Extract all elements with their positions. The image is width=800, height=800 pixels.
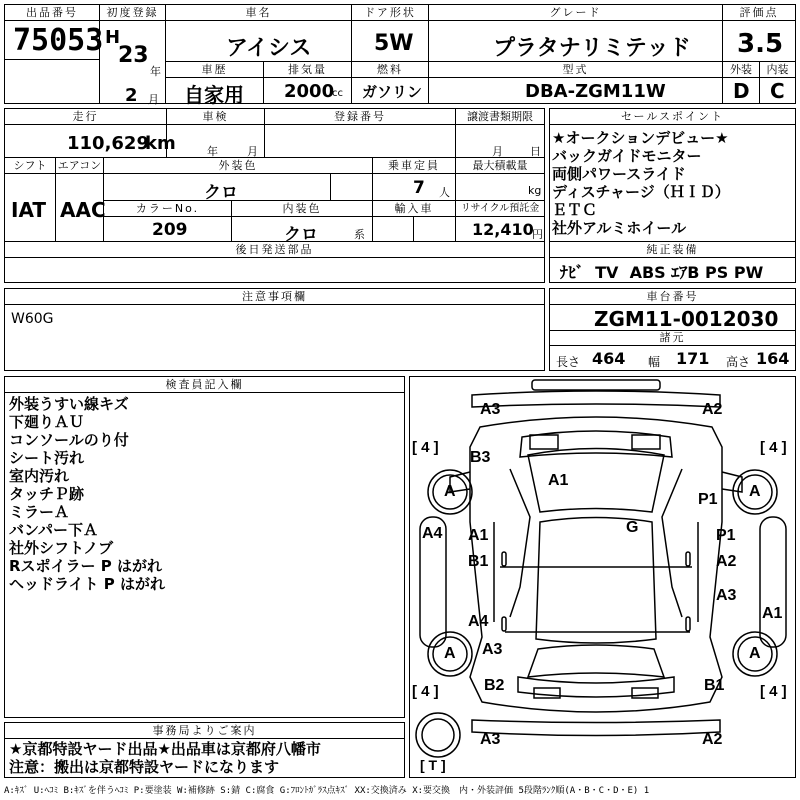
mark-p1-right-door: P1 [716, 527, 736, 544]
width-label: 幅 [648, 355, 661, 369]
grade-label: グレード [429, 6, 722, 21]
office-label: 事務局よりご案内 [5, 724, 404, 739]
displacement-cell [263, 61, 352, 104]
divider [413, 217, 414, 242]
sales-point-item: ディスチャージ（ＨＩＤ） [552, 183, 730, 201]
import-cell [372, 200, 456, 242]
lot-number: 75053 [13, 23, 104, 58]
car-name-label: 車名 [166, 6, 351, 21]
reg-no-label: 登録番号 [265, 110, 455, 125]
displacement: 2000 [284, 81, 335, 102]
office-notes [9, 740, 321, 776]
height: 164 [756, 349, 790, 368]
recycle: 12,410 [472, 220, 534, 239]
spare-tire-label: [ T ] [420, 757, 446, 773]
displacement-label: 排気量 [264, 63, 351, 78]
model: DBA-ZGM11W [525, 81, 666, 102]
mark-front-bumper-right: A2 [702, 401, 723, 418]
mark-front-bumper-left: A3 [480, 401, 501, 418]
first-reg-month: 2 [125, 85, 138, 106]
capacity-cell [372, 157, 456, 201]
first-reg-label: 初度登録 [100, 6, 165, 21]
tire-rl-tread: [ 4 ] [412, 683, 439, 700]
mark-rear-bumper-right: A2 [702, 731, 723, 748]
inspector-note-line: シート汚れ [9, 449, 85, 467]
height-label: 高さ [726, 355, 751, 369]
chassis-cell [549, 288, 796, 371]
car-name: アイシス [226, 36, 312, 61]
equipment-cell [549, 241, 796, 283]
history: 自家用 [184, 83, 244, 107]
office-cell [4, 722, 405, 778]
caution-text: W60G [11, 311, 54, 327]
transfer-cell [455, 108, 545, 158]
inspector-note-line: Rスポイラー P はがれ [9, 557, 162, 575]
lot-number-cell [4, 4, 104, 60]
mark-hood: A1 [548, 472, 569, 489]
interior-score: C [770, 79, 785, 103]
dims-label: 諸元 [550, 330, 795, 346]
car-name-cell [165, 4, 352, 62]
car-diagram-svg [410, 377, 795, 777]
door-label: ドア形状 [352, 6, 428, 21]
exterior-label: 外装 [723, 63, 759, 78]
import-label: 輸入車 [373, 202, 455, 217]
month-unit: 月 [148, 93, 159, 106]
inspector-note-line: コンソールのり付 [9, 431, 129, 449]
door-type: 5W [374, 31, 414, 56]
mark-rear-bumper-left: A3 [480, 731, 501, 748]
interior-label: 内装 [760, 63, 795, 78]
mark-a1-left-door: A1 [468, 527, 489, 544]
equipment: ﾅﾋﾞ TV ABS ｴｱB PS PW [560, 263, 764, 282]
capacity-unit: 人 [439, 186, 450, 199]
transfer-month-unit: 月 [492, 145, 503, 158]
first-reg-year: 23 [118, 43, 149, 68]
wheel-fl-mark: A [444, 483, 456, 500]
inspector-note-line: タッチＰ跡 [9, 485, 85, 503]
length-label: 長さ [556, 355, 581, 369]
score-cell [722, 4, 796, 62]
inspector-note-line: 社外シフトノブ [9, 539, 114, 557]
year-unit: 年 [150, 65, 161, 78]
mileage-unit: km [145, 133, 176, 154]
caution-cell [4, 288, 545, 371]
inspector-cell [4, 376, 405, 718]
sales-point-item: 社外アルミホイール [552, 219, 687, 237]
length: 464 [592, 349, 626, 368]
later-parts-label: 後日発送部品 [5, 243, 544, 258]
grade-cell [428, 4, 723, 62]
ext-color-label: 外装色 [104, 159, 372, 174]
sales-points-cell [549, 108, 796, 242]
wheel-rl-mark: A [444, 645, 456, 662]
mark-a4-rear-left: A4 [468, 613, 489, 630]
reg-no-cell [264, 108, 456, 158]
inspector-note-line: 下廻りＡＵ [9, 413, 85, 431]
score-label: 評価点 [723, 6, 795, 21]
inspection-month-unit: 月 [247, 145, 258, 158]
mark-b1-left-door: B1 [468, 553, 489, 570]
tire-fr-tread: [ 4 ] [760, 439, 787, 456]
inspector-note-line: 外装うすい線キズ [9, 395, 129, 413]
wheel-rr-mark: A [749, 645, 761, 662]
mark-b1-rear: B1 [704, 677, 725, 694]
mark-a4-left: A4 [422, 525, 443, 542]
later-parts-cell [4, 241, 545, 283]
int-color: クロ [284, 225, 318, 245]
equipment-label: 純正装備 [550, 243, 795, 258]
lot-number-label: 出品番号 [5, 6, 99, 21]
recycle-label: リサイクル預託金 [456, 202, 544, 217]
sales-points-list [552, 129, 730, 237]
legend: A:ｷｽﾞ U:ﾍｺﾐ B:ｷｽﾞを伴うﾍｺﾐ P:要塗装 W:補修跡 S:錆 C:腐食 G:ﾌﾛﾝﾄｶﾞﾗｽ点ｷｽﾞ XX:交換済み X:要交換 内・外装評価 5段階ﾗﾝｸ順(A・B・C・D・E) 1 [4, 786, 650, 796]
model-cell [428, 61, 723, 104]
recycle-cell [455, 200, 545, 242]
caution-label: 注意事項欄 [5, 290, 544, 305]
capacity-label: 乗車定員 [373, 159, 455, 174]
inspector-note-line: ミラーＡ [9, 503, 70, 521]
mark-a1-right: A1 [762, 605, 783, 622]
wheel-fr-mark: A [749, 483, 761, 500]
sales-point-item: ＥＴＣ [552, 201, 598, 219]
mileage-label: 走行 [5, 110, 166, 125]
transfer-label: 譲渡書類期限 [456, 110, 544, 125]
capacity: 7 [413, 178, 425, 198]
fuel: ガソリン [362, 83, 423, 101]
fuel-label: 燃料 [352, 63, 428, 78]
color-no: 209 [152, 220, 188, 240]
model-label: 型式 [429, 63, 722, 78]
ac: AAC [60, 198, 106, 222]
max-load-unit: kg [528, 184, 542, 197]
divider [330, 174, 331, 201]
width: 171 [676, 349, 710, 368]
first-reg-cell [99, 4, 166, 104]
inspection-label: 車検 [167, 110, 264, 125]
grade: プラタナリミテッド [493, 36, 691, 61]
mark-b3: B3 [470, 449, 491, 466]
inspector-label: 検査員記入欄 [5, 378, 404, 393]
shift: IAT [11, 198, 47, 222]
sales-point-item: ★オークションデビュー★ [552, 129, 729, 147]
mark-roof: G [626, 519, 639, 536]
exterior-score: D [733, 79, 750, 103]
inspector-note-line: バンパー下Ａ [9, 521, 98, 539]
int-color-unit: 系 [354, 228, 365, 241]
inspector-note-line: 室内汚れ [9, 467, 70, 485]
ext-color-cell [103, 157, 373, 201]
office-note-line: ★京都特設ヤード出品★出品車は京都府八幡市 [9, 740, 321, 758]
mark-a3-right: A3 [716, 587, 737, 604]
color-no-cell [103, 200, 232, 242]
mileage-cell [4, 108, 176, 158]
color-no-label: カラーNo. [104, 202, 231, 217]
mark-b2: B2 [484, 677, 505, 694]
office-note-line: 注意：搬出は京都特設ヤードになります [9, 758, 280, 776]
shift-label: シフト [5, 159, 55, 174]
inspection-year-unit: 年 [207, 145, 218, 158]
mark-p1-front: P1 [698, 491, 718, 508]
damage-diagram [409, 376, 796, 778]
int-color-label: 内装色 [232, 202, 372, 217]
inspector-note-line: ヘッドライト P はがれ [9, 575, 165, 593]
max-load-label: 最大積載量 [456, 159, 544, 174]
shift-cell [4, 157, 56, 242]
recycle-unit: 円 [532, 228, 543, 241]
score: 3.5 [737, 29, 784, 59]
mark-a3-rear-left: A3 [482, 641, 503, 658]
ac-label: エアコン [57, 159, 102, 172]
interior-cell [759, 61, 796, 104]
chassis-number: ZGM11-0012030 [594, 307, 779, 331]
lot-number-blank [4, 59, 100, 104]
mileage: 110,629 [67, 133, 149, 154]
inspection-cell [166, 108, 265, 158]
door-cell [351, 4, 429, 62]
era: H [105, 27, 121, 48]
exterior-cell [722, 61, 760, 104]
sales-point-item: バックガイドモニター [552, 147, 702, 165]
ac-cell [55, 157, 104, 242]
ext-color: クロ [204, 183, 238, 203]
tire-fl-tread: [ 4 ] [412, 439, 439, 456]
mark-a2-right-door: A2 [716, 553, 737, 570]
fuel-cell [351, 61, 429, 104]
sales-points-label: セールスポイント [550, 110, 795, 125]
max-load-cell [455, 157, 545, 201]
inspector-notes [9, 395, 165, 593]
history-cell [165, 61, 264, 107]
transfer-day-unit: 日 [530, 145, 541, 158]
history-label: 車歴 [166, 63, 263, 78]
displacement-unit: cc [332, 88, 343, 99]
int-color-cell [231, 200, 373, 245]
sales-point-item: 両側パワースライド [552, 165, 686, 183]
chassis-label: 車台番号 [550, 290, 795, 305]
tire-rr-tread: [ 4 ] [760, 683, 787, 700]
